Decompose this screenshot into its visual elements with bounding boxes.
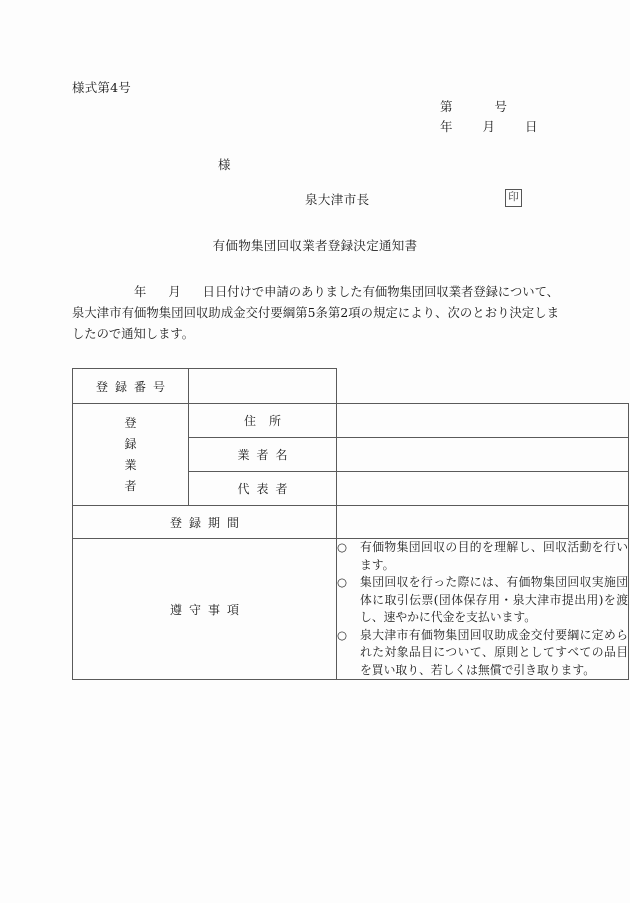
registrant-group-label-cell: [73, 404, 189, 506]
document-number-line: [440, 97, 507, 115]
date-month-label: 月: [482, 119, 495, 134]
body-month-label: 月: [168, 285, 181, 299]
table-row-registration-period: [73, 506, 629, 539]
representative-label-cell: [189, 472, 337, 506]
body-sentence: 日付けで申請のありました有価物集団回収業者登録について、泉大津市有価物集団回収助成金交付要綱第5条第2項の規定により、次のとおり決定しましたので通知します。: [72, 285, 559, 341]
table-row-address: [73, 404, 629, 438]
compliance-item: [337, 574, 628, 627]
table-row-compliance: [73, 539, 629, 680]
registrant-group-char-0: 登: [124, 415, 137, 430]
issuer-name: 泉大津市長: [305, 192, 370, 207]
business-name-value-cell[interactable]: [337, 438, 629, 472]
registrant-group-char-2: 業: [124, 457, 137, 472]
form-number: 様式第4号: [72, 80, 131, 95]
compliance-item: [337, 539, 628, 574]
body-day-label: 日: [202, 285, 215, 299]
document-number-unit: 号: [494, 99, 507, 114]
compliance-item-text: 有価物集団回収の目的を理解し、回収活動を行います。: [360, 540, 628, 572]
registration-decision-table: [72, 368, 629, 680]
compliance-item: [337, 627, 628, 680]
representative-value-cell[interactable]: [337, 472, 629, 506]
compliance-item-text: 泉大津市有価物集団回収助成金交付要綱に定められた対象品目について、原則としてすべての品目を買い取り、若しくは無償で引き取ります。: [360, 627, 628, 677]
compliance-label: 遵守事項: [169, 602, 246, 617]
registrant-group-char-3: 者: [124, 478, 137, 493]
registration-period-label: 登録期間: [169, 515, 246, 530]
bullet-circle-icon: ○: [337, 627, 348, 642]
registration-number-label: 登録番号: [95, 379, 172, 394]
representative-label: 代表者: [237, 482, 295, 496]
date-year-label: 年: [440, 119, 453, 134]
registration-period-label-cell: [73, 506, 337, 539]
date-day-label: 日: [524, 119, 538, 134]
bullet-circle-icon: ○: [337, 540, 348, 554]
document-number-prefix: 第: [440, 99, 453, 114]
document-date-line: [440, 117, 537, 135]
body-year-label: 年: [134, 285, 147, 299]
compliance-item-text: 集団回収を行った際には、有価物集団回収実施団体に取引伝票(団体保存用・泉大津市提出用)を渡し、速やかに代金を支払います。: [360, 575, 628, 624]
page-title: 有価物集団回収業者登録決定通知書: [212, 238, 418, 253]
compliance-label-cell: [73, 539, 337, 680]
addressee-honorific: 様: [218, 157, 231, 172]
address-label-cell: [189, 404, 337, 438]
registrant-group-char-1: 録: [124, 436, 137, 451]
address-value-cell[interactable]: [337, 404, 629, 438]
business-name-label-cell: [189, 438, 337, 472]
registration-number-label-cell: [73, 369, 189, 404]
table-row-registration-number: [73, 369, 629, 404]
body-paragraph: [72, 282, 559, 345]
registration-number-value-cell[interactable]: [189, 369, 337, 404]
bullet-circle-icon: ○: [337, 575, 348, 589]
address-label: 住所: [243, 414, 294, 428]
business-name-label: 業者名: [237, 448, 295, 462]
seal-stamp-icon: 印: [505, 189, 522, 207]
compliance-items-cell: [337, 539, 629, 680]
registration-period-value-cell[interactable]: [337, 506, 629, 539]
